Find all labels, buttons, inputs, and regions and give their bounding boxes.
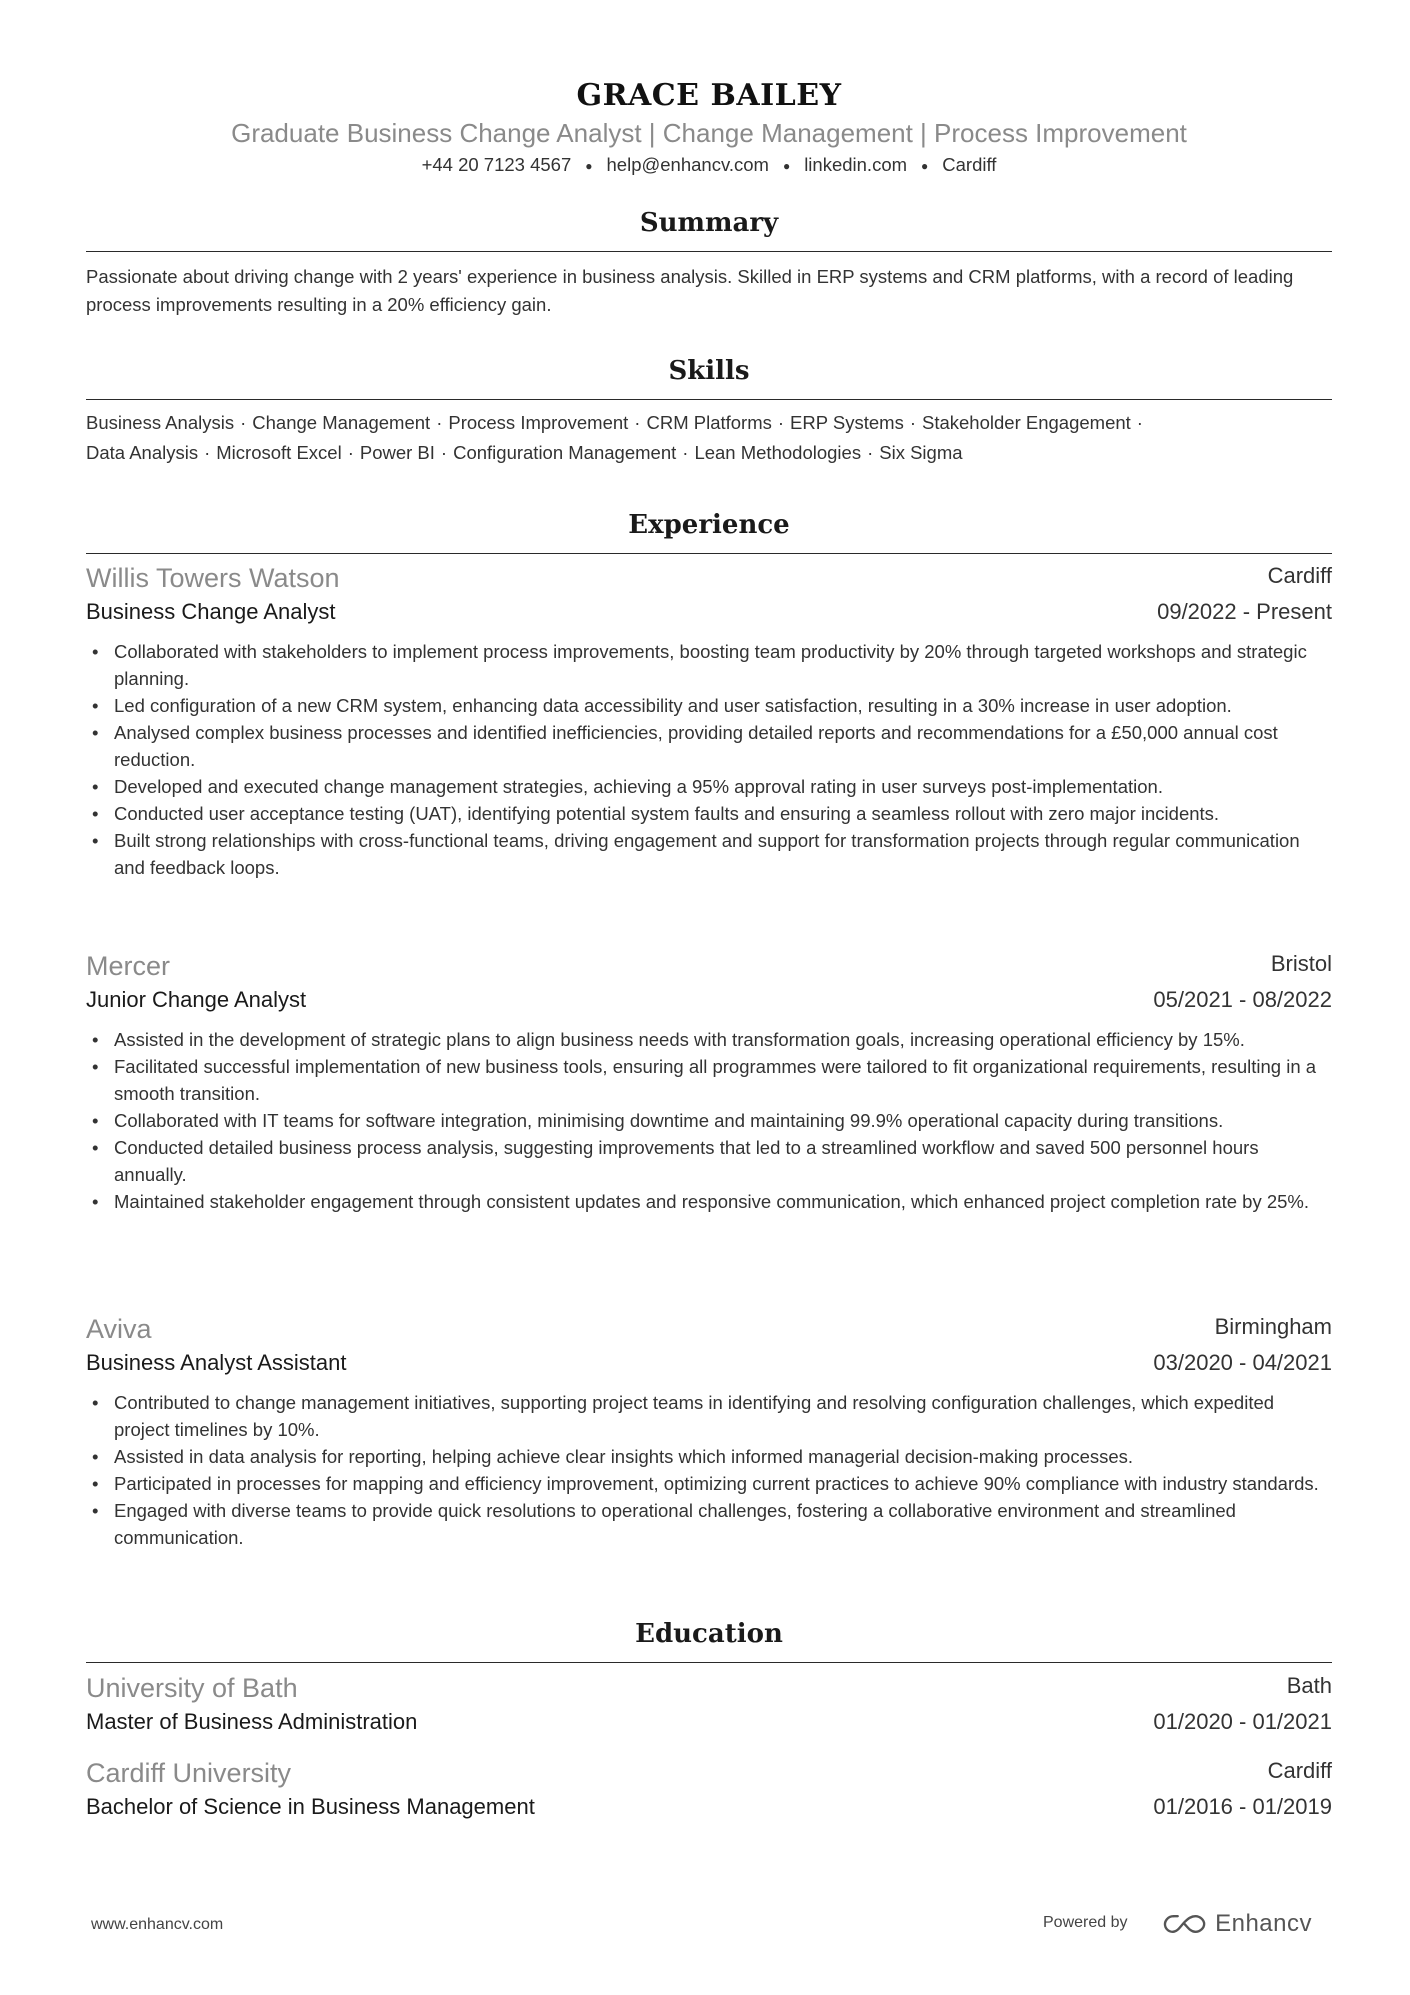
separator-dot: ● xyxy=(921,159,929,174)
skill-item: Lean Methodologies xyxy=(694,442,862,463)
section-title-skills: Skills xyxy=(668,356,750,386)
skills-line: Data Analysis · Microsoft Excel · Power BI · Configuration Management · Lean Methodologies · Six Sigma xyxy=(86,442,963,463)
headline: Graduate Business Change Analyst | Change Management | Process Improvement xyxy=(231,118,1187,148)
skill-item: Power BI xyxy=(359,442,435,463)
job-bullets xyxy=(86,1026,1332,1215)
job-dates: 03/2020 - 04/2021 xyxy=(1153,1350,1332,1375)
bullet-item: • Built strong relationships with cross-functional teams, driving engagement and support for transformation projects through regular communication and feedback loops. xyxy=(114,827,1332,881)
skill-item: Stakeholder Engagement xyxy=(922,412,1131,433)
skill-item: Configuration Management xyxy=(453,442,677,463)
bullet-item: • Participated in processes for mapping and efficiency improvement, optimizing current practices to achieve 90% compliance with industry standards. xyxy=(114,1470,1332,1497)
bullet-item: • Conducted detailed business process analysis, suggesting improvements that led to a streamlined workflow and saved 500 personnel hours annually. xyxy=(114,1134,1332,1188)
job-title: Junior Change Analyst xyxy=(86,987,307,1012)
skill-item: Data Analysis xyxy=(86,442,199,463)
skills-line: Business Analysis · Change Management · Process Improvement · CRM Platforms · ERP Systems · Stakeholder Engagement · xyxy=(86,412,1143,433)
bullet-item: • Analysed complex business processes and identified inefficiencies, providing detailed reports and recommendations for a £50,000 annual cost reduction. xyxy=(114,719,1332,773)
education-dates: 01/2016 - 01/2019 xyxy=(1153,1794,1332,1819)
section-divider xyxy=(86,1662,1332,1663)
footer-url[interactable]: www.enhancv.com xyxy=(91,1916,224,1933)
bullet-item: • Maintained stakeholder engagement through consistent updates and responsive communication, which enhanced project completion rate by 25%. xyxy=(114,1188,1332,1215)
skill-item: Process Improvement xyxy=(448,412,629,433)
job-dates: 05/2021 - 08/2022 xyxy=(1153,987,1332,1012)
degree: Bachelor of Science in Business Management xyxy=(86,1794,535,1819)
candidate-name: GRACE BAILEY xyxy=(576,78,842,113)
section-title-summary: Summary xyxy=(639,208,779,238)
skill-item: Business Analysis xyxy=(86,412,235,433)
bullet-item: • Conducted user acceptance testing (UAT), identifying potential system faults and ensuring a seamless rollout with zero major incidents. xyxy=(114,800,1332,827)
bullet-item: • Assisted in the development of strategic plans to align business needs with transformation goals, increasing operational efficiency by 15%. xyxy=(114,1026,1332,1053)
bullet-item: • Collaborated with IT teams for software integration, minimising downtime and maintaining 99.9% operational capacity during transitions. xyxy=(114,1107,1332,1134)
company-name: Willis Towers Watson xyxy=(86,563,340,593)
skill-item: CRM Platforms xyxy=(646,412,772,433)
job-location: Bristol xyxy=(1270,951,1332,976)
education-dates: 01/2020 - 01/2021 xyxy=(1153,1709,1332,1734)
section-title-education: Education xyxy=(635,1619,783,1649)
enhancv-brand-name: Enhancv xyxy=(1215,1910,1312,1937)
section-divider xyxy=(86,399,1332,400)
job-dates: 09/2022 - Present xyxy=(1157,599,1332,624)
enhancv-logo[interactable] xyxy=(1162,1906,1312,1942)
summary-text: Passionate about driving change with 2 years' experience in business analysis. Skilled in ERP systems and CRM platforms, with a record of leading process improvements resulting in a 20% efficiency gain. xyxy=(86,266,1294,315)
company-name: Mercer xyxy=(86,951,171,981)
school-location: Cardiff xyxy=(1267,1758,1332,1783)
degree: Master of Business Administration xyxy=(86,1709,418,1734)
contact-email[interactable]: help@enhancv.com xyxy=(606,154,769,175)
contact-line xyxy=(86,154,1332,176)
bullet-item: • Facilitated successful implementation of new business tools, ensuring all programmes were tailored to fit organizational requirements, resulting in a smooth transition. xyxy=(114,1053,1332,1107)
separator-dot: ● xyxy=(782,159,791,174)
bullet-item: • Developed and executed change management strategies, achieving a 95% approval rating in user surveys post-implementation. xyxy=(114,773,1332,800)
contact-phone: +44 20 7123 4567 xyxy=(421,154,572,175)
company-name: Aviva xyxy=(86,1314,152,1344)
job-bullets xyxy=(86,638,1332,881)
powered-by-label: Powered by xyxy=(1043,1914,1128,1931)
section-divider xyxy=(86,251,1332,252)
bullet-item: • Assisted in data analysis for reporting, helping achieve clear insights which informed managerial decision-making processes. xyxy=(114,1443,1332,1470)
bullet-item: • Led configuration of a new CRM system, enhancing data accessibility and user satisfaction, resulting in a 30% increase in user adoption. xyxy=(114,692,1332,719)
section-divider xyxy=(86,553,1332,554)
job-location: Cardiff xyxy=(1267,563,1332,588)
school-location: Bath xyxy=(1286,1673,1332,1698)
bullet-item: • Engaged with diverse teams to provide quick resolutions to operational challenges, fostering a collaborative environment and streamlined communication. xyxy=(114,1497,1332,1551)
skill-item: Microsoft Excel xyxy=(216,442,342,463)
job-bullets xyxy=(86,1389,1332,1551)
skills-list xyxy=(86,408,1332,468)
skill-item: Six Sigma xyxy=(879,442,963,463)
bullet-item: • Contributed to change management initiatives, supporting project teams in identifying and resolving configuration challenges, which expedited project timelines by 10%. xyxy=(114,1389,1332,1443)
section-title-experience: Experience xyxy=(628,510,790,540)
job-title: Business Analyst Assistant xyxy=(86,1350,347,1375)
separator-dot: ● xyxy=(585,159,593,174)
job-location: Birmingham xyxy=(1214,1314,1332,1339)
contact-location: Cardiff xyxy=(942,154,997,175)
school-name: Cardiff University xyxy=(86,1758,292,1788)
bullet-item: • Collaborated with stakeholders to implement process improvements, boosting team productivity by 20% through targeted workshops and strategic planning. xyxy=(114,638,1332,692)
skill-item: Change Management xyxy=(252,412,431,433)
skill-item: ERP Systems xyxy=(790,412,904,433)
job-title: Business Change Analyst xyxy=(86,599,336,624)
contact-linkedin[interactable]: linkedin.com xyxy=(804,154,908,175)
school-name: University of Bath xyxy=(86,1673,298,1703)
enhancv-logo-icon xyxy=(1162,1912,1207,1936)
